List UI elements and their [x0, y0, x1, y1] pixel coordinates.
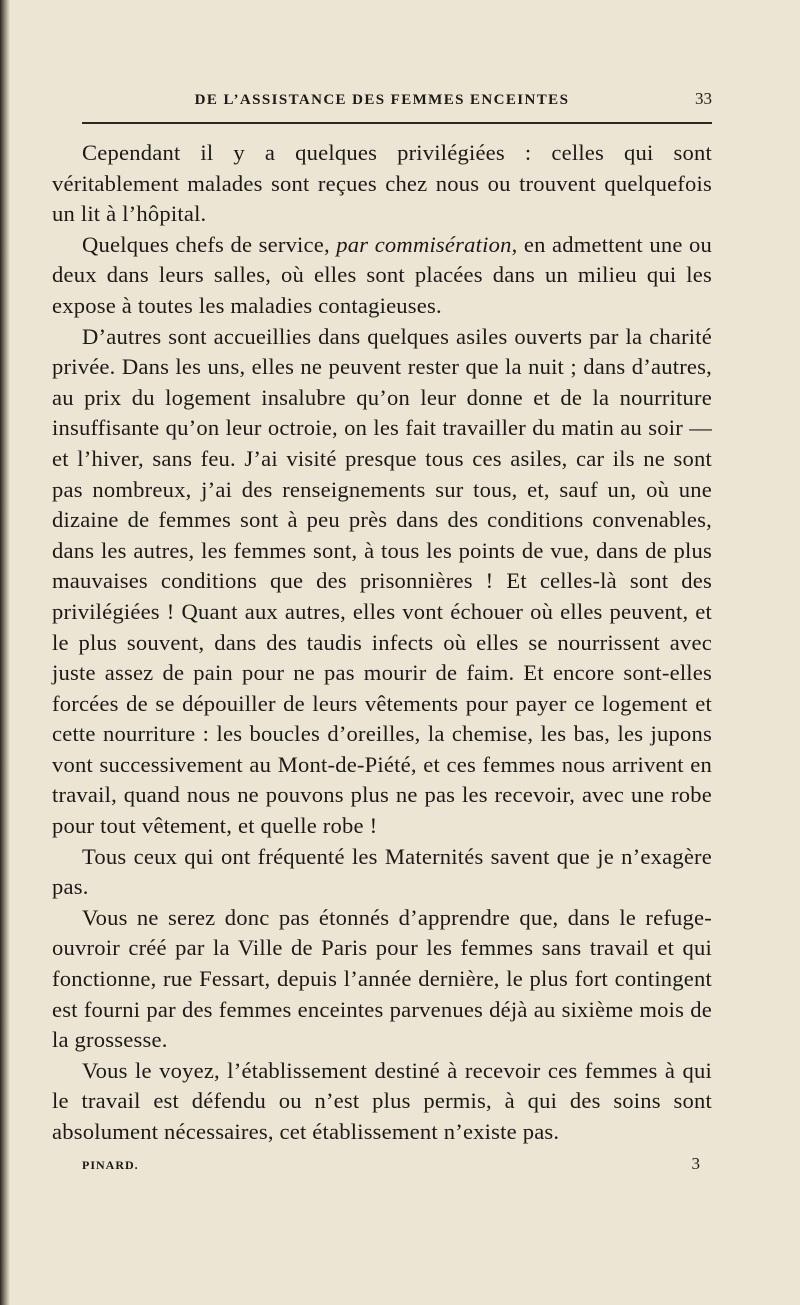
header-rule	[82, 122, 712, 124]
running-title: DE L’ASSISTANCE DES FEMMES ENCEINTES	[194, 92, 570, 108]
signature-mark: PINARD.	[82, 1157, 139, 1172]
paragraph-5-text: Vous ne serez donc pas étonnés d’apprendre que, dans le refuge-ouvroir créé par la Ville de Paris pour les femmes sans travail et qui fonctionne, rue Fessart, depuis l’année dernière, le plus fort contingent est fourni par des femmes enceintes parvenues déjà au sixième mois de la grossesse.	[52, 904, 712, 1053]
paragraph-2-italic: par commisération	[336, 231, 512, 257]
paragraph-4	[52, 842, 712, 903]
page-header	[52, 88, 712, 122]
paragraph-1	[52, 138, 712, 230]
paragraph-2-text-start: Quelques chefs de service,	[82, 231, 337, 257]
sheet-number: 3	[691, 1153, 700, 1173]
paragraph-2-text-end: , en admettent une ou deux dans leurs salles, où elles sont placées dans un milieu qui les expose à toutes les maladies contagieuses.	[52, 231, 712, 318]
paragraph-4-text: Tous ceux qui ont fréquenté les Maternités savent que je n’exagère pas.	[52, 843, 712, 900]
body-text	[52, 138, 712, 1148]
paragraph-2	[52, 230, 712, 322]
paragraph-3	[52, 322, 712, 842]
paragraph-3-text: D’autres sont accueillies dans quelques asiles ouverts par la charité privée. Dans les uns, elles ne peuvent rester que la nuit ; dans d’autres, au prix du logement insalubre qu’on leur donne et de la nourriture insuffisante qu’on leur octroie, on les fait travailler du matin au soir — et l’hiver, sans feu. J’ai visité presque tous ces asiles, car ils ne sont pas nombreux, j’ai des renseignements sur tous, et, sauf un, où une dizaine de femmes sont à peu près dans des conditions convenables, dans les autres, les femmes sont, à tous les points de vue, dans de plus mauvaises conditions que des prisonnières ! Et celles-là sont des privilégiées ! Quant aux autres, elles vont échouer où elles peuvent, et le plus souvent, dans des taudis infects où elles se nourrissent avec juste assez de pain pour ne pas mourir de faim. Et encore sont-elles forcées de se dépouiller de leurs vêtements pour payer ce logement et cette nourriture : les boucles d’oreilles, la chemise, les bas, les jupons vont successivement au Mont-de-Piété, et ces femmes nous arrivent en travail, quand nous ne pouvons plus ne pas les recevoir, avec une robe pour tout vêtement, et quelle robe !	[52, 323, 712, 839]
paragraph-5	[52, 903, 712, 1056]
page-number: 33	[695, 89, 712, 108]
paragraph-1-text: Cependant il y a quelques privilégiées : celles qui sont véritablement malades sont reçues chez nous ou trouvent quelquefois un lit à l’hôpital.	[52, 140, 712, 227]
paragraph-6-text: Vous le voyez, l’établissement destiné à recevoir ces femmes à qui le travail est défendu ou n’est plus permis, à qui des soins sont absolument nécessaires, cet établissement n’existe pas.	[52, 1057, 712, 1144]
book-page	[52, 88, 712, 1176]
binding-edge	[0, 0, 10, 1305]
page-footer	[52, 1152, 712, 1176]
paragraph-6	[52, 1056, 712, 1148]
